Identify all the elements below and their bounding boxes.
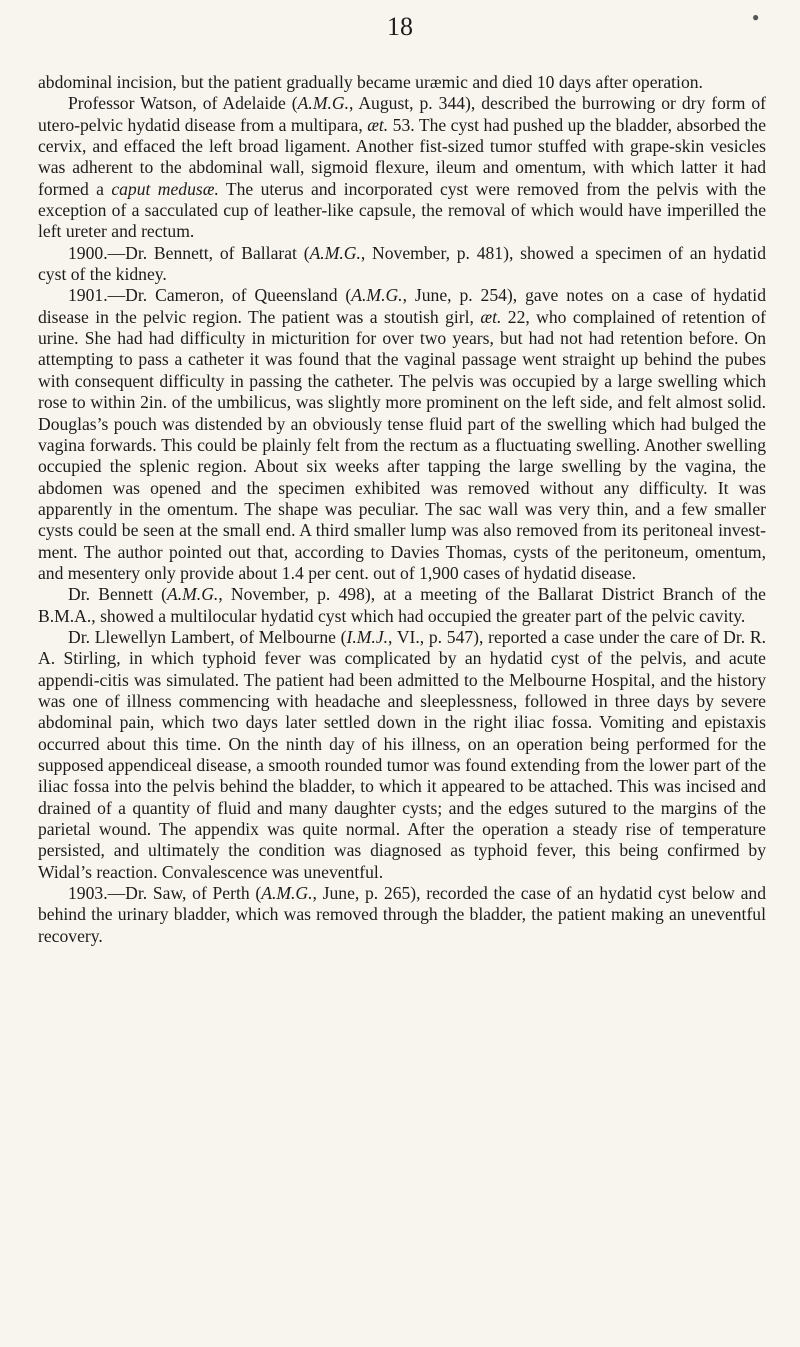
- italic-text: æt.: [480, 306, 502, 327]
- text-run: , November, p. 481), showed a specimen of an hydatid cyst of the kidney.: [38, 242, 766, 285]
- body-text: [38, 72, 766, 947]
- page-number: 18: [387, 12, 413, 41]
- italic-text: I.M.J.: [346, 626, 389, 647]
- paragraph: [38, 285, 766, 584]
- italic-text: æt.: [367, 114, 389, 135]
- paragraph: [38, 243, 766, 286]
- text-run: 1901.—Dr. Cameron, of Queensland (: [68, 285, 352, 306]
- italic-text: A.M.G.: [351, 285, 403, 306]
- text-run: , June, p. 254), gave notes on a case of hydatid disease in the pelvic region. The patient was a stoutish girl,: [38, 285, 766, 327]
- text-run: , VI., p. 547), reported a case under the care of Dr. R. A. Stirling, in which typhoid fever was complicated by an hydatid cyst of the pelvis, and acute appendi-citis was simulated. The patient had been admitted to the Melbourne Hospital, and the history was one of illness commencing with headache and sleeplessness, followed in three days by severe abdominal pain, which two days later settled down in the right iliac fossa. Vomiting and epistaxis occurred about this time. On the ninth day of his illness, on an operation being performed for the supposed appendiceal disease, a smooth rounded tumor was found extending from the lower part of the iliac fossa into the pelvis behind the bladder, to which it appeared to be attached. This was incised and drained of a quantity of fluid and many daughter cysts; and the edges sutured to the margins of the parietal wound. The appendix was quite normal. After the operation a steady rise of temperature persisted, and ultimately the condition was diagnosed as typhoid fever, this being confirmed by Widal’s reaction. Convalescence was uneventful.: [38, 626, 767, 882]
- italic-text: A.M.G.: [297, 93, 349, 114]
- italic-text: A.M.G.: [261, 883, 313, 904]
- italic-text: caput medusæ.: [111, 178, 219, 199]
- paragraph: [38, 72, 766, 93]
- text-run: , June, p. 265), recorded the case of an hydatid cyst below and behind the urinary bladder, which was removed through the bladder, the patient making an uneventful recovery.: [38, 883, 766, 946]
- text-run: The uterus and incorporated cyst were removed from the pelvis with the exception of a sacculated cup of leather-like capsule, the removal of which would have imperilled the left ureter and rectum.: [38, 178, 766, 242]
- text-run: 1900.—Dr. Bennett, of Ballarat (: [68, 242, 310, 263]
- text-run: Dr. Llewellyn Lambert, of Melbourne (: [68, 626, 347, 647]
- text-run: 1903.—Dr. Saw, of Perth (: [68, 883, 262, 904]
- paragraph: [38, 584, 766, 627]
- text-run: Dr. Bennett (: [68, 584, 167, 605]
- paragraph: [38, 93, 766, 242]
- text-run: , August, p. 344), described the burrowing or dry form of utero-pelvic hydatid disease from a multipara,: [38, 93, 767, 135]
- paragraph: [38, 883, 766, 947]
- stray-ink-mark: ●: [752, 10, 760, 24]
- text-run: , November, p. 498), at a meeting of the Ballarat District Branch of the B.M.A., showed a multilocular hydatid cyst which had occupied the greater part of the pelvic cavity.: [38, 584, 766, 626]
- text-run: 53. The cyst had pushed up the bladder, absorbed the cervix, and effaced the left broad ligament. Another fist-sized tumor stuffed with grape-skin vesicles was adherent to the abdominal wall, sigmoid flexure, ileum and omentum, with which latter it had formed a: [38, 114, 767, 199]
- paragraph: [38, 627, 766, 883]
- text-run: abdominal incision, but the patient gradually became uræmic and died 10 days after operation.: [38, 72, 703, 92]
- italic-text: A.M.G.: [309, 242, 361, 263]
- italic-text: A.M.G.: [167, 584, 219, 605]
- text-run: Professor Watson, of Adelaide (: [68, 93, 298, 114]
- text-run: 22, who complained of retention of urine. She had had difficulty in micturition for over two years, but had not had retention before. On attempting to pass a catheter it was found that the vaginal passage went straight up behind the pubes with consequent difficulty in passing the catheter. The pelvis was occupied by a large swelling which rose to within 2in. of the umbilicus, was slightly more prominent on the left side, and felt almost solid. Douglas’s pouch was distended by an obviously tense fluid part of the swelling which had bulged the vagina forwards. This could be plainly felt from the rectum as a fluctuating swelling. Another swelling occupied the splenic region. About six weeks after tapping the large swelling by the vagina, the abdomen was opened and the specimen exhibited was removed without any difficulty. It was apparently in the omentum. The shape was peculiar. The sac wall was very thin, and a few smaller cysts could be seen at the small end. A third smaller lump was also removed from its peritoneal invest-ment. The author pointed out that, according to Davies Thomas, cysts of the peritoneum, omentum, and mesentery only provide about 1.4 per cent. out of 1,900 cases of hydatid disease.: [38, 306, 766, 583]
